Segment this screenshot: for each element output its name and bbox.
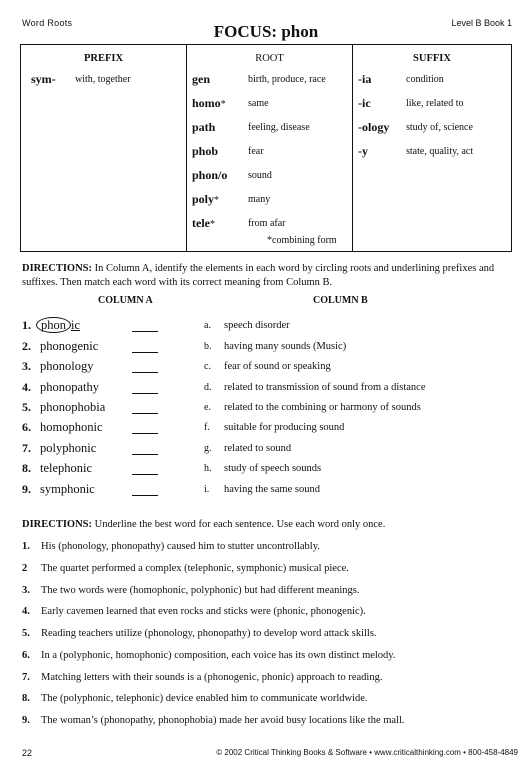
meaning-letter: g.: [204, 442, 212, 454]
matching-row: [22, 417, 502, 437]
root-meaning: sound: [248, 169, 272, 181]
column-a-word: phonology: [40, 358, 94, 373]
suffix-column: [353, 45, 511, 251]
suffix-meaning: state, quality, act: [406, 145, 474, 157]
suffix-row: [353, 67, 511, 91]
root-column: [187, 45, 353, 251]
matching-row: [22, 479, 502, 499]
root-meaning: fear: [248, 145, 264, 157]
answer-blank[interactable]: [132, 360, 158, 373]
matching-row: [22, 356, 502, 376]
page-number: 22: [22, 748, 33, 758]
column-b-meaning: related to sound: [224, 442, 292, 454]
column-b-meaning: related to the combining or harmony of sounds: [224, 401, 421, 413]
word-parts-table: [20, 44, 512, 252]
item-number: 5.: [22, 399, 31, 414]
suffix-part: -ology: [358, 119, 390, 134]
suffix-part: -y: [358, 143, 368, 158]
circled-root: phon: [36, 317, 71, 333]
root-part: poly*: [192, 191, 220, 206]
sentence-item: [22, 606, 522, 617]
sentence-number: 6.: [22, 650, 30, 661]
suffix-row: [353, 115, 511, 139]
column-b-meaning: speech disorder: [224, 319, 290, 331]
column-a-word: telephonic: [40, 460, 93, 475]
sentence-number: 7.: [22, 672, 30, 683]
column-b-meaning: having the same sound: [224, 483, 320, 495]
root-header: ROOT: [255, 53, 284, 64]
sentence-number: 9.: [22, 715, 30, 726]
copyright-footer: © 2002 Critical Thinking Books & Software • www.criticalthinking.com • 800-458-4849: [216, 748, 518, 757]
sentence-number: 8.: [22, 693, 30, 704]
root-meaning: feeling, disease: [248, 121, 310, 133]
sentence-text[interactable]: In a (polyphonic, homophonic) composition, each voice has its own distinct melody.: [41, 650, 396, 661]
sentence-number: 4.: [22, 606, 30, 617]
column-a-word: phonogenic: [40, 338, 99, 353]
matching-row: [22, 438, 502, 458]
column-b-meaning: study of speech sounds: [224, 462, 322, 474]
column-a-word: polyphonic: [40, 440, 97, 455]
sentence-text[interactable]: The quartet performed a complex (telephonic, symphonic) musical piece.: [41, 563, 349, 574]
column-a-header: COLUMN A: [98, 295, 153, 306]
root-row: [187, 163, 352, 187]
root-part: path: [192, 119, 216, 134]
sentence-number: 3.: [22, 585, 30, 596]
item-number: 7.: [22, 440, 31, 455]
meaning-letter: h.: [204, 462, 212, 474]
prefix-header: PREFIX: [83, 53, 124, 64]
item-number: 4.: [22, 379, 31, 394]
sentence-number: 1.: [22, 541, 30, 552]
answer-blank[interactable]: [132, 421, 158, 434]
root-meaning: many: [248, 193, 271, 205]
root-part: homo*: [192, 95, 226, 110]
sentence-text[interactable]: Matching letters with their sounds is a (phonogenic, phonic) approach to reading.: [41, 672, 383, 683]
sentence-item: [22, 715, 522, 726]
sentence-item: [22, 585, 522, 596]
suffix-part: -ia: [358, 71, 372, 86]
sentence-item: [22, 541, 522, 552]
sentence-text[interactable]: Early cavemen learned that even rocks and sticks were (phonic, phonogenic).: [41, 606, 366, 617]
column-b-meaning: having many sounds (Music): [224, 340, 347, 352]
meaning-letter: d.: [204, 381, 212, 393]
sentence-item: [22, 563, 522, 574]
column-a-word: phonopathy: [40, 379, 100, 394]
answer-blank[interactable]: [132, 340, 158, 353]
prefix-meaning: with, together: [75, 73, 131, 85]
root-row: [187, 91, 352, 115]
matching-row: [22, 458, 502, 478]
matching-row: [22, 315, 502, 335]
directions-underline: DIRECTIONS: Underline the best word for each sentence. Use each word only once.: [22, 519, 386, 530]
column-b-header: COLUMN B: [313, 295, 368, 306]
prefix-row: [21, 67, 186, 91]
answer-blank[interactable]: [132, 381, 158, 394]
sentence-number: 5.: [22, 628, 30, 639]
sentence-text[interactable]: The (polyphonic, telephonic) device enabled him to communicate worldwide.: [41, 693, 368, 704]
root-meaning: same: [248, 97, 269, 109]
root-row: [187, 115, 352, 139]
prefix-column: [21, 45, 187, 251]
root-row: [187, 67, 352, 91]
directions-matching: DIRECTIONS: In Column A, identify the elements in each word by circling roots and underlining prefixes and suffixes. Then match each word with its correct meaning from Column B.: [22, 263, 495, 288]
item-number: 6.: [22, 419, 31, 434]
sentence-item: [22, 693, 522, 704]
root-part: phob: [192, 143, 219, 158]
column-a-word: phon ic: [40, 318, 132, 333]
level-label: Level B Book 1: [451, 18, 512, 28]
column-b-meaning: related to transmission of sound from a distance: [224, 381, 426, 393]
sentence-item: [22, 650, 522, 661]
page-title: FOCUS: phon: [213, 22, 319, 41]
series-label: Word Roots: [22, 18, 73, 28]
suffix-part: -ic: [358, 95, 371, 110]
column-a-word: symphonic: [40, 481, 95, 496]
suffix-row: [353, 139, 511, 163]
answer-blank[interactable]: [132, 401, 158, 414]
suffix-header: SUFFIX: [413, 53, 451, 64]
root-row: [187, 187, 352, 211]
item-number: 3.: [22, 358, 31, 373]
root-meaning: from afar: [248, 217, 286, 229]
meaning-letter: i.: [204, 483, 210, 495]
answer-blank[interactable]: [132, 319, 158, 332]
sentence-item: [22, 672, 522, 683]
combining-form-note: *combining form: [267, 235, 337, 246]
meaning-letter: c.: [204, 360, 211, 372]
prefix-part: sym-: [31, 71, 56, 86]
sentence-text[interactable]: The woman’s (phonopathy, phonophobia) made her avoid busy locations like the mall.: [41, 715, 405, 726]
item-number: 8.: [22, 460, 31, 475]
column-a-word: phonophobia: [40, 399, 106, 414]
matching-row: [22, 377, 502, 397]
root-part: tele*: [192, 215, 215, 230]
suffix-meaning: study of, science: [406, 121, 473, 133]
meaning-letter: b.: [204, 340, 212, 352]
suffix-row: [353, 91, 511, 115]
sentence-text[interactable]: Reading teachers utilize (phonology, phonopathy) to develop word attack skills.: [41, 628, 377, 639]
root-meaning: birth, produce, race: [248, 73, 326, 85]
meaning-letter: a.: [204, 319, 211, 331]
root-row: [187, 139, 352, 163]
sentence-number: 2: [22, 563, 28, 574]
item-number: 2.: [22, 338, 31, 353]
root-row: [187, 211, 352, 235]
column-b-meaning: fear of sound or speaking: [224, 360, 331, 372]
item-number: 9.: [22, 481, 31, 496]
answer-blank[interactable]: [132, 442, 158, 455]
answer-blank[interactable]: [132, 483, 158, 496]
answer-blank[interactable]: [132, 462, 158, 475]
column-b-meaning: suitable for producing sound: [224, 421, 345, 433]
item-number: 1.: [22, 317, 31, 332]
meaning-letter: f.: [204, 421, 210, 433]
suffix-meaning: like, related to: [406, 97, 464, 109]
root-part: gen: [192, 71, 210, 86]
column-a-word: homophonic: [40, 419, 103, 434]
matching-row: [22, 397, 502, 417]
root-part: phon/o: [192, 167, 228, 182]
sentence-text[interactable]: His (phonology, phonopathy) caused him to stutter uncontrollably.: [41, 541, 320, 552]
suffix-meaning: condition: [406, 73, 444, 85]
sentence-text[interactable]: The two words were (homophonic, polyphonic) but had different meanings.: [41, 585, 360, 596]
sentence-item: [22, 628, 522, 639]
matching-row: [22, 336, 502, 356]
meaning-letter: e.: [204, 401, 211, 413]
